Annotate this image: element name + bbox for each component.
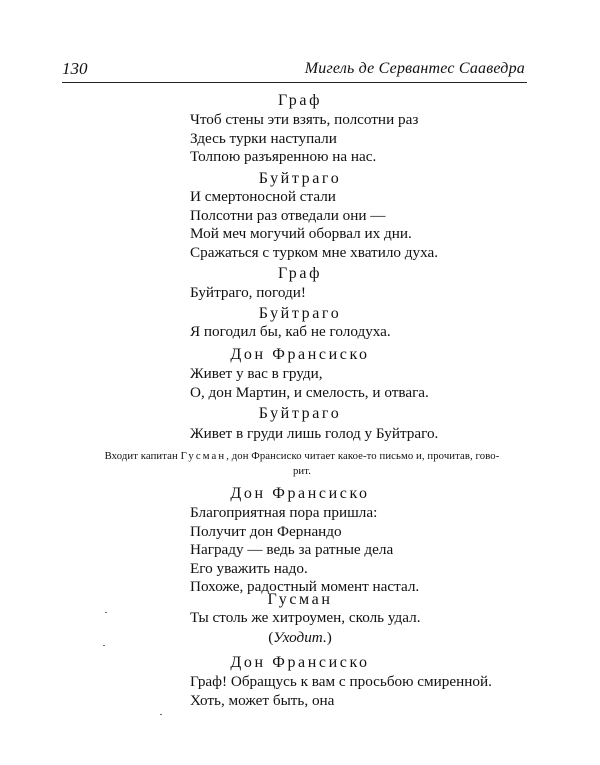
speaker-name: Граф [277,92,323,109]
verse-line: Живет в груди лишь голод у Буйтраго. [190,425,439,442]
verse-line: Ты столь же хитроумен, сколь удал. [190,609,421,626]
verse-line: Я погодил бы, каб не голодуха. [190,323,391,340]
aside-paren: ( [268,629,274,646]
verse-line: Толпою разъяренною на нас. [190,148,377,165]
verse-line: Сражаться с турком мне хватило духа. [190,243,439,261]
stage-direction-text: Входит капитан [104,450,181,462]
speaker-name: Буйтраго [258,305,342,322]
speaker-name: Граф [277,265,323,282]
verse-block [190,504,419,597]
verse-line: Буйтраго, погоди! [190,284,306,301]
speaker-name: Гусман [267,591,333,608]
page-header [62,58,527,83]
scan-speck [103,645,105,646]
verse-line: Чтоб стены эти взять, полсотни раз [190,111,419,128]
verse-line: Хоть, может быть, она [190,691,335,709]
verse-block [190,111,418,167]
stage-direction-text: , дон Франсиско читает какое-то письмо и, прочитав, гово- [226,450,500,462]
speaker-name: Буйтраго [258,170,342,187]
stage-direction [82,449,522,479]
aside-paren: ) [326,629,332,646]
verse-block [190,673,492,710]
verse-line: И смертоносной стали [190,188,336,205]
verse-line: Мой меч могучий оборвал их дни. [190,225,412,242]
stage-direction-character: Гусман [180,450,227,462]
verse-line: Здесь турки наступали [190,129,337,147]
verse-line: О, дон Мартин, и смелость, и отвага. [190,383,429,401]
running-head: Мигель де Сервантес Сааведра [304,60,525,77]
speaker-name: Дон Франсиско [230,654,370,671]
verse-block [190,365,429,402]
verse-block [190,425,438,444]
verse-line: Его уважить надо. [190,559,308,577]
verse-line: Награду — ведь за ратные дела [190,541,394,558]
verse-block [190,609,421,628]
verse-line: Полсотни раз отведали они — [190,206,386,224]
scan-speck [105,612,107,613]
verse-line: Похоже, радостный момент настал. [190,578,420,595]
speaker-name: Дон Франсиско [230,346,370,363]
stage-aside [0,629,600,647]
page-number: 130 [62,59,88,78]
verse-block [190,284,306,303]
verse-line: Благоприятная пора пришла: [190,504,378,521]
verse-block [190,188,438,262]
speaker-name: Буйтраго [258,405,342,422]
verse-block [190,323,391,342]
verse-line: Живет у вас в груди, [190,365,323,382]
verse-line: Граф! Обращусь к вам с просьбою смиренной. [190,673,492,690]
scan-speck [160,714,162,715]
stage-direction-text: рит. [292,465,311,477]
aside-text: Уходит. [273,629,327,646]
verse-line: Получит дон Фернандо [190,522,342,540]
speaker-name: Дон Франсиско [230,485,370,502]
